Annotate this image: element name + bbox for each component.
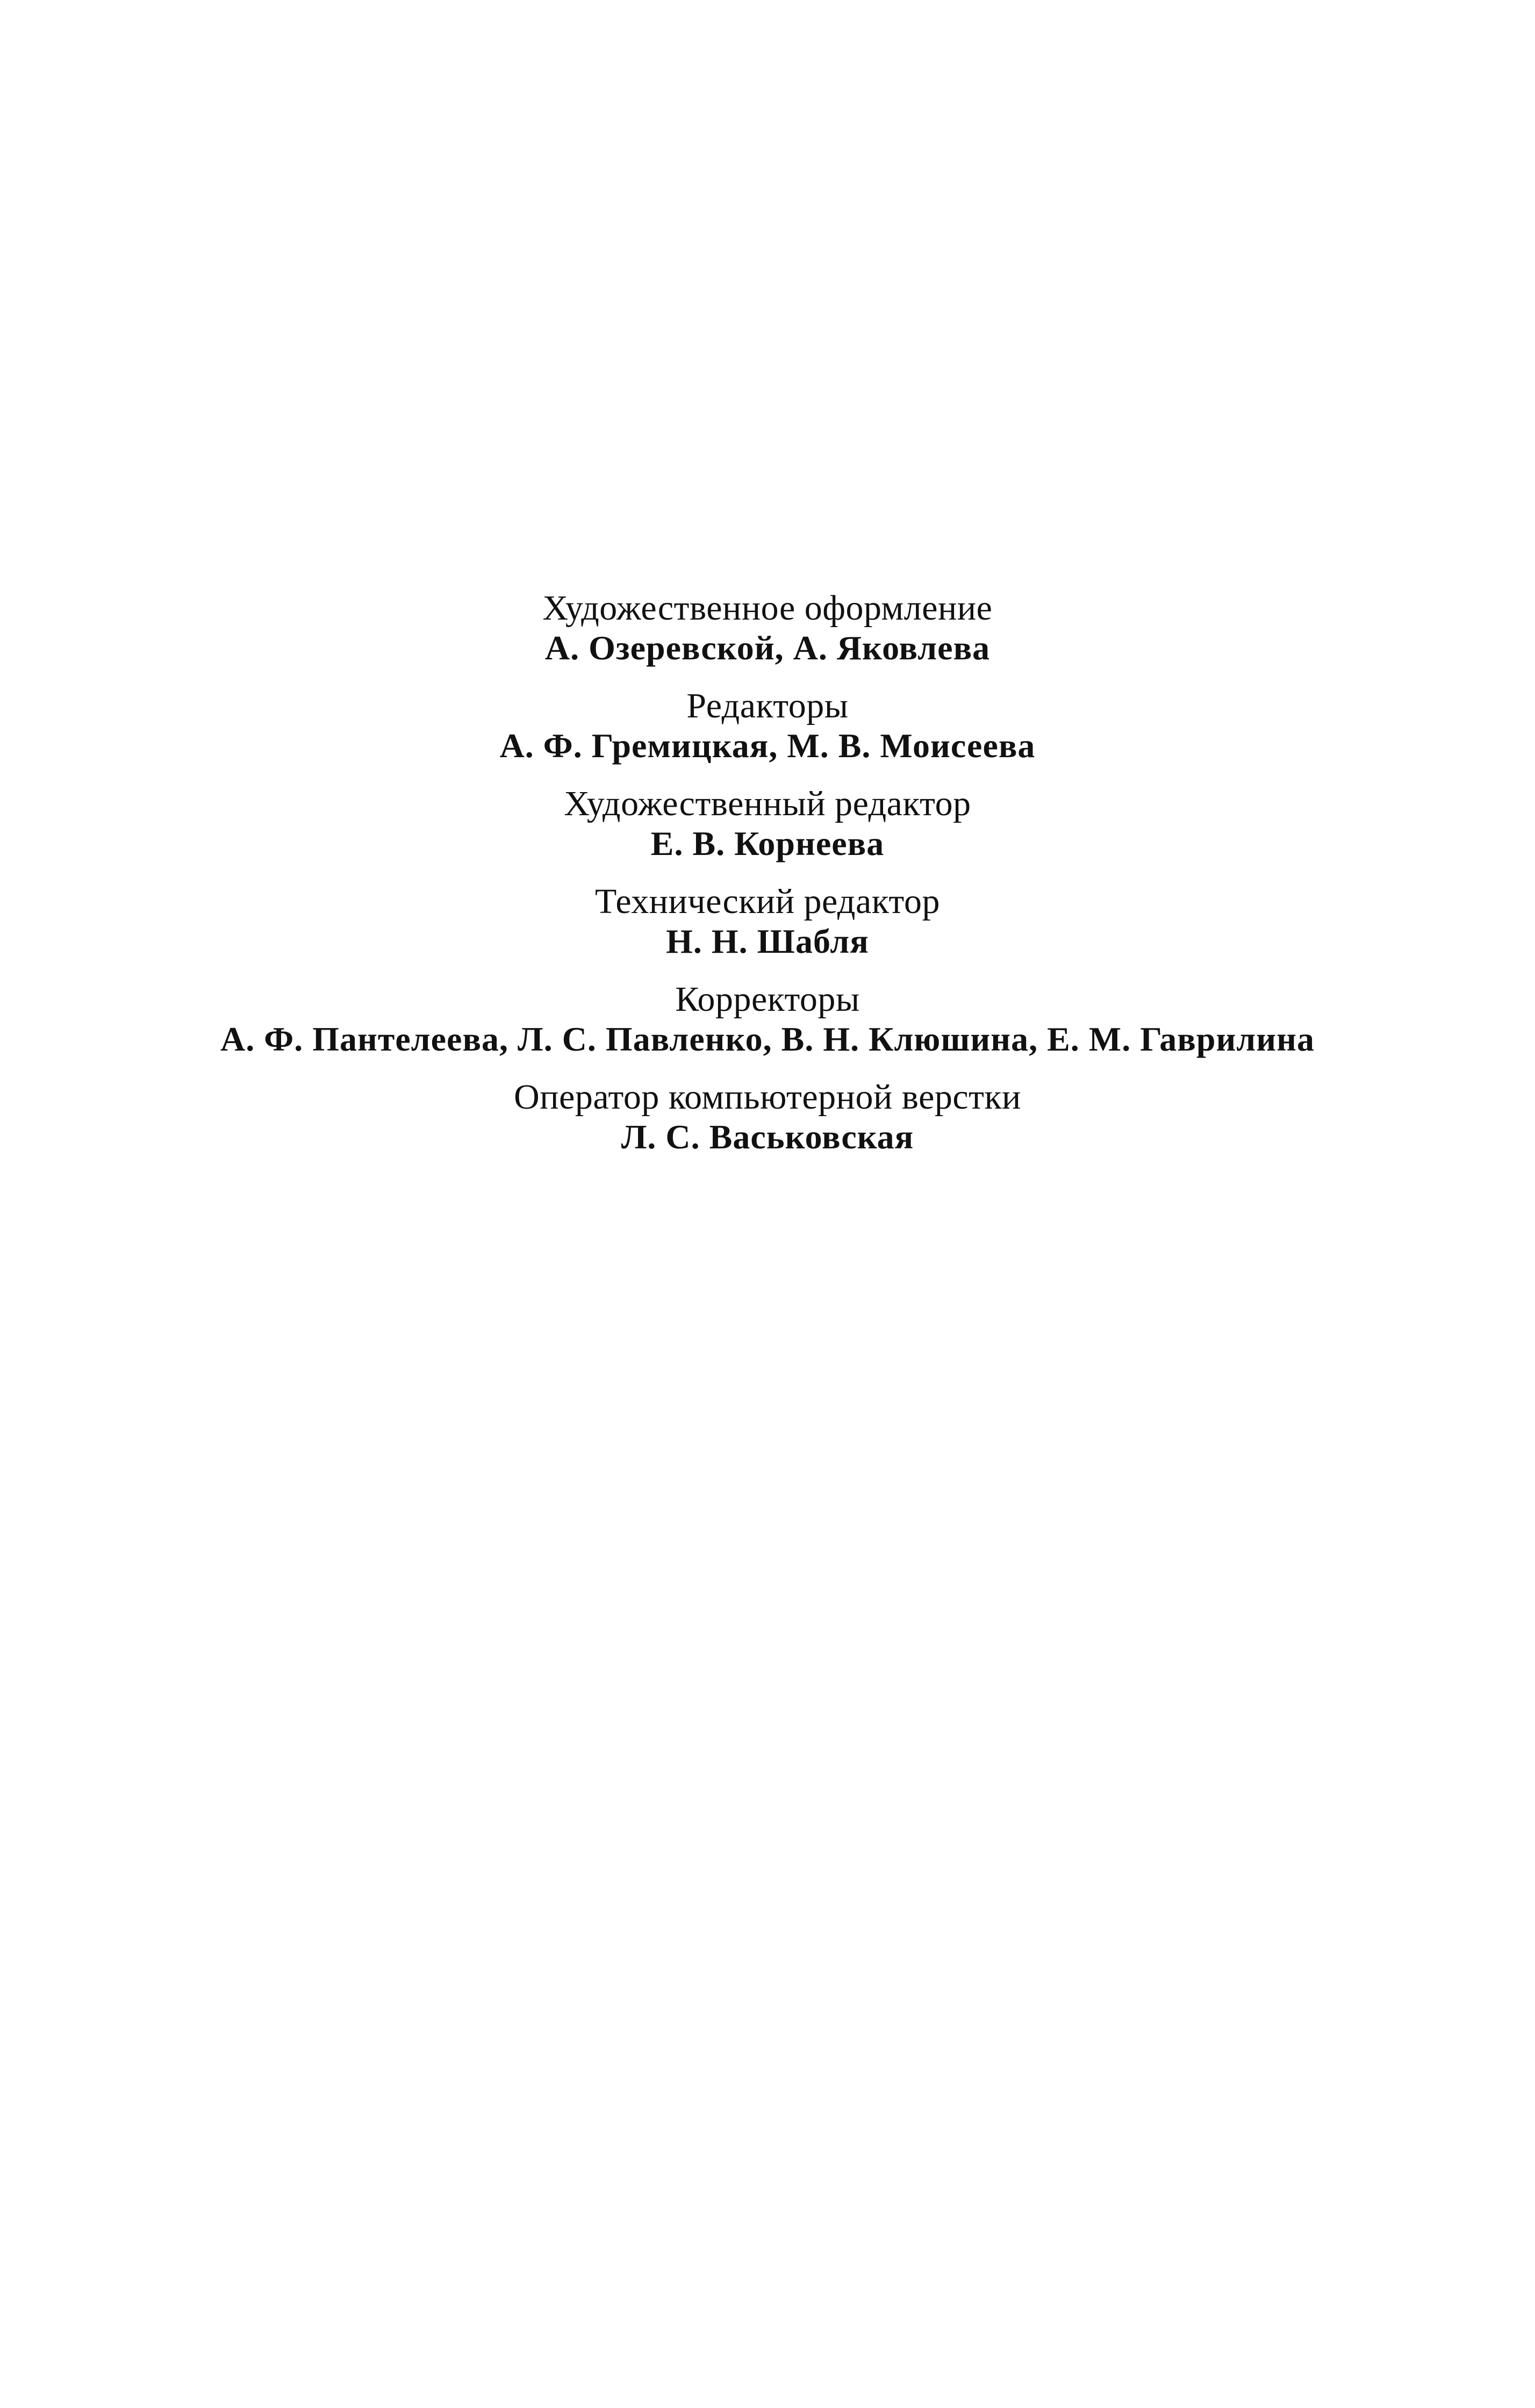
credit-role: Художественный редактор bbox=[564, 784, 971, 823]
credit-art-design bbox=[0, 588, 1535, 668]
credit-role: Оператор компьютерной верстки bbox=[514, 1077, 1021, 1117]
credit-names: А. Ф. Пантелеева, Л. С. Павленко, В. Н. Клюшина, Е. М. Гаврилина bbox=[220, 1020, 1315, 1058]
credit-role: Корректоры bbox=[675, 980, 860, 1019]
credit-names: А. Ф. Гремицкая, М. В. Моисеева bbox=[499, 727, 1036, 765]
credit-role: Редакторы bbox=[686, 686, 849, 725]
credit-technical-editor bbox=[0, 882, 1535, 961]
credit-names: Н. Н. Шабля bbox=[666, 922, 869, 960]
credit-editors bbox=[0, 686, 1535, 766]
credits-block bbox=[0, 588, 1535, 1175]
credit-role: Художественное оформление bbox=[542, 588, 993, 628]
credit-proofreaders bbox=[0, 980, 1535, 1059]
credit-role: Технический редактор bbox=[595, 882, 940, 921]
credit-layout-operator bbox=[0, 1077, 1535, 1157]
credit-names: Л. С. Васьковская bbox=[621, 1118, 914, 1156]
credit-art-editor bbox=[0, 784, 1535, 864]
credit-names: Е. В. Корнеева bbox=[650, 824, 885, 862]
credit-names: А. Озеревской, А. Яковлева bbox=[544, 629, 991, 667]
